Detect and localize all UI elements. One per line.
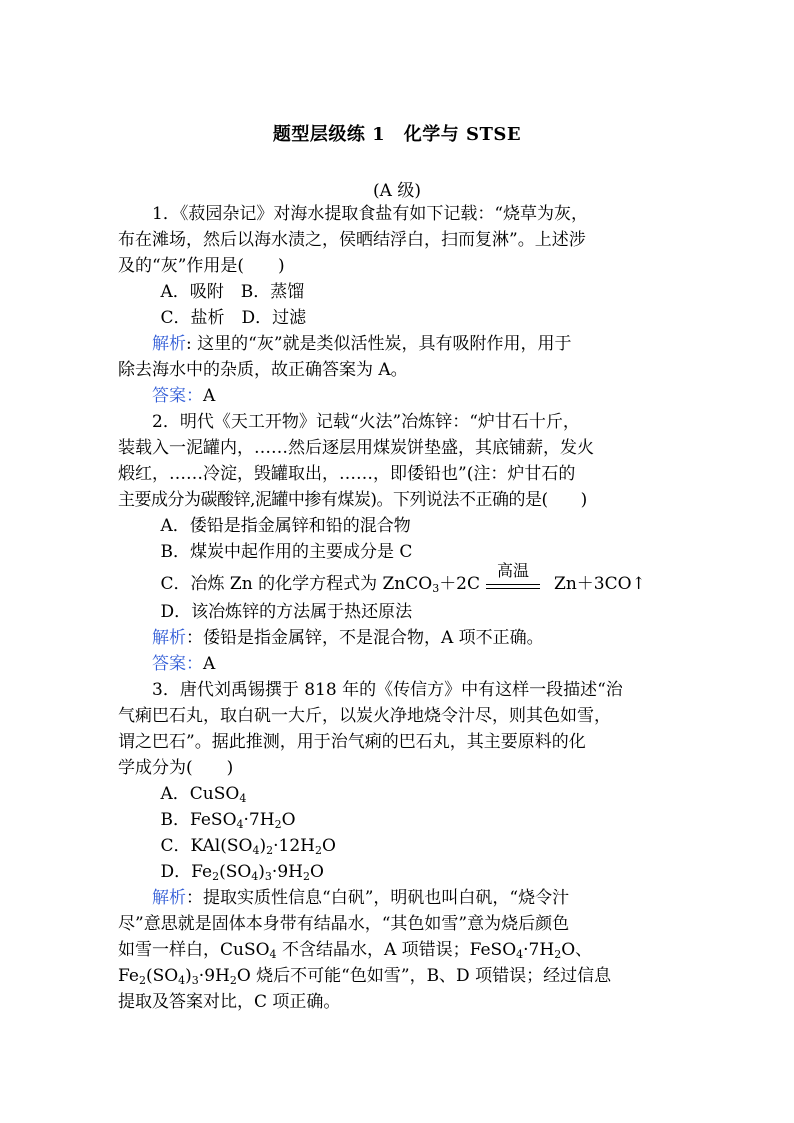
q3-option-b-text: B．FeSO bbox=[160, 810, 237, 830]
q3-stem-line4: 学成分为( ) bbox=[118, 758, 234, 778]
analysis-part: ·9H bbox=[198, 966, 230, 986]
reaction-condition bbox=[486, 561, 540, 589]
subscript: 2 bbox=[229, 974, 237, 987]
subscript: 2 bbox=[302, 870, 310, 883]
subscript: 2 bbox=[266, 844, 274, 857]
q2-option-c bbox=[118, 561, 678, 599]
q2-option-c-text: C．冶炼 Zn 的化学方程式为 ZnCO bbox=[160, 574, 433, 594]
equals-line-bottom bbox=[486, 588, 540, 589]
subscript: 4 bbox=[251, 870, 259, 883]
analysis-part: O、 bbox=[561, 940, 593, 960]
formula-part: ·7H bbox=[243, 810, 275, 830]
subscript: 2 bbox=[314, 844, 322, 857]
subscript: 4 bbox=[516, 948, 524, 961]
q1-stem-line3: 及的“灰”作用是( ) bbox=[118, 256, 285, 276]
q3-analysis-line4 bbox=[118, 963, 678, 989]
q2-answer-value: A bbox=[203, 654, 216, 674]
q2-option-c-reactant: ＋2C bbox=[439, 574, 481, 594]
subscript: 3 bbox=[432, 582, 440, 595]
analysis-part: ) bbox=[185, 966, 192, 986]
q3-option-d-text: D．Fe bbox=[160, 862, 213, 882]
q3-stem-line1: 3．唐代刘禹锡撰于 818 年的《传信方》中有这样一段描述“治 bbox=[152, 680, 623, 700]
q1-options-cd: C．盐析 D．过滤 bbox=[160, 308, 307, 328]
q2-stem-line1: 2．明代《天工开物》记载“火法”冶炼锌：“炉甘石十斤， bbox=[152, 412, 580, 432]
subscript: 3 bbox=[191, 974, 199, 987]
analysis-label: 解析 bbox=[152, 334, 186, 354]
q2-stem-line4: 主要成分为碳酸锌,泥罐中掺有煤炭)。下列说法不正确的是( ) bbox=[118, 490, 587, 510]
q3-option-a bbox=[118, 781, 678, 807]
formula-part: ) bbox=[258, 862, 265, 882]
analysis-part: 如雪一样白，CuSO bbox=[118, 940, 270, 960]
analysis-part: Fe bbox=[118, 966, 139, 986]
page-title: 题型层级练 1 化学与 STSE bbox=[272, 124, 522, 145]
subscript: 2 bbox=[138, 974, 146, 987]
q1-analysis-text2: 除去海水中的杂质，故正确答案为 A。 bbox=[118, 360, 408, 380]
answer-label: 答案： bbox=[152, 654, 203, 674]
analysis-part: ·7H bbox=[523, 940, 555, 960]
q2-stem-line2: 装载入一泥罐内，……然后逐层用煤炭饼垫盛，其底铺薪，发火 bbox=[118, 438, 594, 458]
analysis-label: 解析 bbox=[152, 628, 186, 648]
q3-analysis-text1: ：提取实质性信息“白矾”，明矾也叫白矾，“烧令汁 bbox=[186, 888, 570, 908]
q1-analysis-text1: : 这里的“灰”就是类似活性炭，具有吸附作用，用于 bbox=[186, 334, 572, 354]
q2-analysis bbox=[118, 625, 678, 651]
q2-analysis-text: ：倭铅是指金属锌，不是混合物，A 项不正确。 bbox=[186, 628, 544, 648]
analysis-part: 不含结晶水，A 项错误；FeSO bbox=[276, 940, 517, 960]
formula-part: O bbox=[281, 810, 296, 830]
q1-answer bbox=[118, 383, 678, 409]
level-heading: (A 级) bbox=[373, 181, 421, 201]
q3-analysis-text2: 尽”意思就是固体本身带有结晶水，“其色如雪”意为烧后颜色 bbox=[118, 914, 570, 934]
answer-label: 答案： bbox=[152, 386, 203, 406]
subscript: 4 bbox=[252, 844, 260, 857]
subscript: 3 bbox=[264, 870, 272, 883]
reaction-condition-label: 高温 bbox=[497, 561, 530, 580]
q2-answer bbox=[118, 651, 678, 677]
q3-stem-line3: 谓之巴石”。据此推测，用于治气痢的巴石丸，其主要原料的化 bbox=[118, 732, 586, 752]
q1-analysis bbox=[118, 331, 678, 357]
q2-option-d: D．该冶炼锌的方法属于热还原法 bbox=[160, 602, 413, 622]
formula-part: (SO bbox=[219, 862, 252, 882]
analysis-label: 解析 bbox=[152, 888, 186, 908]
q1-answer-value: A bbox=[203, 386, 216, 406]
subscript: 4 bbox=[269, 948, 277, 961]
question-content bbox=[118, 201, 678, 1015]
analysis-part: (SO bbox=[145, 966, 179, 986]
q3-option-c bbox=[118, 833, 678, 859]
formula-part: ) bbox=[259, 836, 267, 856]
formula-part: ·12H bbox=[273, 836, 315, 856]
q2-option-c-product: Zn＋3CO↑ bbox=[554, 574, 646, 594]
q1-options-ab: A．吸附 B．蒸馏 bbox=[160, 282, 305, 302]
q3-option-a-text: A．CuSO bbox=[160, 784, 240, 804]
q3-option-d bbox=[118, 859, 678, 885]
q2-option-b: B．煤炭中起作用的主要成分是 C bbox=[160, 542, 413, 562]
q2-stem-line3: 煅红，……冷淀，毁罐取出，……，即倭铅也”(注：炉甘石的 bbox=[118, 464, 576, 484]
q3-analysis bbox=[118, 885, 678, 911]
q3-analysis-line3 bbox=[118, 937, 678, 963]
q3-stem-line2: 气痢巴石丸，取白矾一大斤，以炭火净地烧令汁尽，则其色如雪， bbox=[118, 706, 611, 726]
subscript: 2 bbox=[212, 870, 220, 883]
formula-part: O bbox=[321, 836, 336, 856]
subscript: 4 bbox=[239, 792, 247, 805]
q1-stem-line1: 1．《菽园杂记》对海水提取食盐有如下记载：“烧草为灰， bbox=[152, 204, 589, 224]
subscript: 4 bbox=[236, 818, 244, 831]
subscript: 2 bbox=[274, 818, 282, 831]
subscript: 2 bbox=[554, 948, 562, 961]
q3-option-b bbox=[118, 807, 678, 833]
q3-analysis-text5: 提取及答案对比，C 项正确。 bbox=[118, 992, 341, 1012]
subscript: 4 bbox=[178, 974, 186, 987]
analysis-part: O 烧后不可能“色如雪”，B、D 项错误；经过信息 bbox=[236, 966, 612, 986]
q3-option-c-text: C．KAl(SO bbox=[160, 836, 253, 856]
formula-part: ·9H bbox=[271, 862, 303, 882]
q1-stem-line2: 布在滩场，然后以海水渍之，侯晒结浮白，扫而复淋”。上述涉 bbox=[118, 230, 586, 250]
q2-option-a: A．倭铅是指金属锌和铅的混合物 bbox=[160, 516, 411, 536]
formula-part: O bbox=[309, 862, 324, 882]
